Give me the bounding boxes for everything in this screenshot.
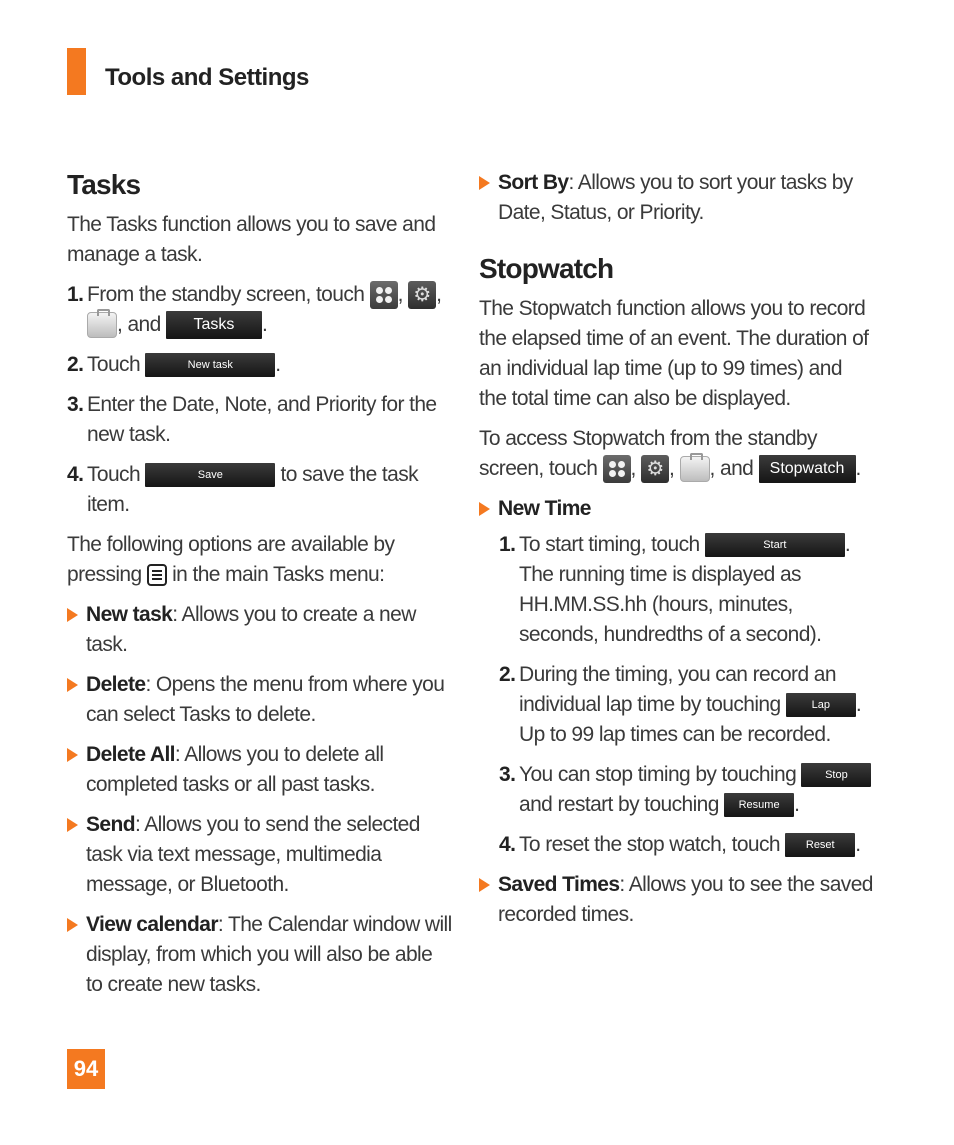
option-term: Send: [86, 813, 135, 836]
options-intro-text: The following options are available by pressing: [67, 533, 395, 586]
option-send: [67, 810, 452, 900]
option-term: New task: [86, 603, 173, 626]
bullet-arrow-icon: [67, 918, 78, 932]
comma: ,: [630, 457, 636, 480]
step-text: Touch: [87, 463, 141, 486]
option-desc: : The Calendar window will display, from which you will also be able to create new tasks.: [86, 913, 452, 996]
stop-button[interactable]: Stop: [801, 763, 871, 787]
option-desc: : Allows you to create a new task.: [86, 603, 416, 656]
stopwatch-button[interactable]: Stopwatch: [759, 455, 856, 483]
section-header: Tools and Settings: [105, 64, 309, 91]
option-term: Sort By: [498, 171, 569, 194]
step-number: 1.: [67, 283, 84, 306]
step-number: 2.: [67, 353, 84, 376]
option-new-task: [67, 600, 452, 660]
tasks-title: Tasks: [67, 169, 141, 200]
step-number: 2.: [499, 663, 516, 686]
stopwatch-access: [479, 424, 874, 484]
options-intro: [67, 530, 452, 590]
option-saved-times: [479, 870, 874, 930]
step-number: 1.: [499, 533, 516, 556]
settings-gear-icon: ⚙: [641, 455, 669, 483]
reset-button[interactable]: Reset: [785, 833, 855, 857]
stopwatch-step-4: [499, 830, 874, 860]
comma: ,: [669, 457, 675, 480]
option-term: Delete: [86, 673, 146, 696]
step-text-end: . Up to 99 lap times can be recorded.: [519, 693, 862, 746]
option-delete-all: [67, 740, 452, 800]
step-number: 3.: [67, 393, 84, 416]
bullet-arrow-icon: [479, 176, 490, 190]
page-number: 94: [67, 1049, 105, 1089]
step-text-end: . The running time is displayed as HH.MM.SS.hh (hours, minutes, seconds, hundredths of a second).: [519, 533, 851, 646]
access-text: To access Stopwatch from the standby screen, touch: [479, 427, 817, 480]
tasks-intro: The Tasks function allows you to save and manage a task.: [67, 213, 436, 266]
toolbox-icon: [680, 456, 710, 482]
option-term: View calendar: [86, 913, 218, 936]
toolbox-icon: [87, 312, 117, 338]
option-desc: : Allows you to send the selected task via text message, multimedia message, or Bluetooth.: [86, 813, 420, 896]
apps-grid-icon: [370, 281, 398, 309]
new-time-steps: [479, 530, 874, 860]
tasks-step-3: [67, 390, 452, 450]
and-text: , and: [709, 457, 754, 480]
bullet-arrow-icon: [479, 502, 490, 516]
new-task-button[interactable]: New task: [145, 353, 275, 377]
step-text: To reset the stop watch, touch: [519, 833, 780, 856]
comma: ,: [397, 283, 403, 306]
stopwatch-title: Stopwatch: [479, 253, 614, 284]
bullet-arrow-icon: [67, 818, 78, 832]
step-text: During the timing, you can record an individual lap time by touching: [519, 663, 836, 716]
left-column: [67, 168, 452, 1010]
stopwatch-step-1: [499, 530, 874, 650]
stopwatch-step-3: [499, 760, 874, 820]
stopwatch-intro: The Stopwatch function allows you to record the elapsed time of an event. The duration of an individual lap time (up to 99 times) and the total time can also be displayed.: [479, 297, 869, 410]
settings-gear-icon: ⚙: [408, 281, 436, 309]
step-number: 4.: [67, 463, 84, 486]
resume-button[interactable]: Resume: [724, 793, 794, 817]
lap-button[interactable]: Lap: [786, 693, 856, 717]
step-text: Enter the Date, Note, and Priority for the new task.: [87, 393, 437, 446]
step-text: To start timing, touch: [519, 533, 700, 556]
options-intro-text: in the main Tasks menu:: [172, 563, 385, 586]
option-desc: : Allows you to sort your tasks by Date, Status, or Priority.: [498, 171, 853, 224]
option-sort-by: [479, 168, 874, 228]
option-desc: : Allows you to delete all completed tasks or all past tasks.: [86, 743, 384, 796]
bullet-arrow-icon: [67, 678, 78, 692]
tasks-step-4: [67, 460, 452, 520]
and-text: , and: [117, 313, 161, 336]
start-button[interactable]: Start: [705, 533, 845, 557]
step-text: and restart by touching: [519, 793, 719, 816]
tasks-step-2: [67, 350, 452, 380]
right-column: [479, 168, 874, 940]
step-text: From the standby screen, touch: [87, 283, 365, 306]
bullet-arrow-icon: [479, 878, 490, 892]
option-term: New Time: [498, 497, 591, 520]
save-button[interactable]: Save: [145, 463, 275, 487]
comma: ,: [436, 283, 442, 306]
option-desc: : Allows you to see the saved recorded times.: [498, 873, 873, 926]
option-view-calendar: [67, 910, 452, 1000]
menu-key-icon: [147, 564, 167, 586]
tasks-button[interactable]: Tasks: [166, 311, 262, 339]
step-text: You can stop timing by touching: [519, 763, 797, 786]
apps-grid-icon: [603, 455, 631, 483]
step-text-end: to save the task item.: [87, 463, 419, 516]
step-number: 3.: [499, 763, 516, 786]
option-term: Delete All: [86, 743, 175, 766]
tasks-step-1: [67, 280, 452, 340]
option-delete: [67, 670, 452, 730]
period: .: [261, 313, 268, 336]
period: .: [794, 793, 800, 816]
bullet-arrow-icon: [67, 608, 78, 622]
step-number: 4.: [499, 833, 516, 856]
bullet-arrow-icon: [67, 748, 78, 762]
stopwatch-step-2: [499, 660, 874, 750]
period: .: [855, 457, 861, 480]
new-time-heading: [479, 494, 874, 524]
step-text: Touch: [87, 353, 141, 376]
header-accent-bar: [67, 48, 86, 95]
option-term: Saved Times: [498, 873, 620, 896]
period: .: [275, 353, 281, 376]
period: .: [855, 833, 861, 856]
option-desc: : Opens the menu from where you can select Tasks to delete.: [86, 673, 445, 726]
